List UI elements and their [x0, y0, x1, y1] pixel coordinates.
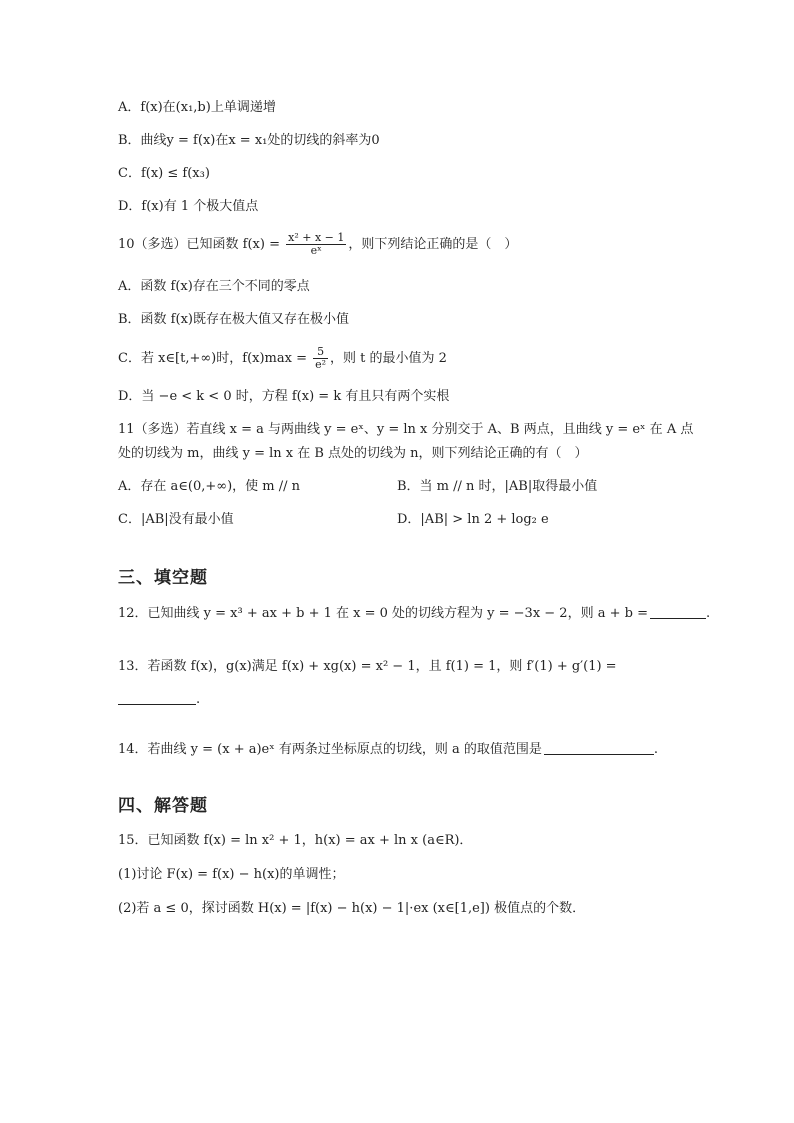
q13-text: 13．若函数 f(x)，g(x)满足 f(x) + xg(x) = x² − 1，且 f(1) = 1，则 f′(1) + g′(1) = — [118, 659, 617, 674]
q10-stem-post: ，则下列结论正确的是（ ） — [348, 237, 518, 252]
section-4-title: 四、解答题 — [118, 796, 208, 816]
q15-part1: (1)讨论 F(x) = f(x) − h(x)的单调性； — [118, 867, 345, 882]
q14-answer-blank — [544, 740, 654, 755]
q10-option-c — [118, 346, 447, 371]
q15-stem: 15．已知函数 f(x) = ln x² + 1，h(x) = ax + ln x (a∈R)． — [118, 833, 473, 848]
q9-option-b: B．曲线y = f(x)在x = x₁处的切线的斜率为0 — [118, 133, 380, 148]
q10-fraction-numerator: x² + x − 1 — [288, 231, 345, 244]
q15-part2: (2)若 a ≤ 0，探讨函数 H(x) = |f(x) − h(x) − 1|·ex (x∈[1,e]) 极值点的个数． — [118, 901, 586, 916]
q10-option-c-numerator: 5 — [313, 346, 328, 359]
q9-option-c: C．f(x) ≤ f(x₃) — [118, 166, 210, 181]
q10-option-d: D．当 −e < k < 0 时，方程 f(x) = k 有且只有两个实根 — [118, 389, 450, 404]
q14-text: 14．若曲线 y = (x + a)eˣ 有两条过坐标原点的切线，则 a 的取值范围是 — [118, 742, 542, 757]
q12 — [118, 604, 710, 623]
section-3-title: 三、填空题 — [118, 568, 208, 588]
q12-end: . — [705, 606, 711, 621]
q11-option-d: D．|AB| > ln 2 + log₂ e — [397, 512, 549, 527]
q11-option-c: C．|AB|没有最小值 — [118, 512, 234, 527]
q10-stem-pre: 10（多选）已知函数 f(x) = — [118, 237, 285, 252]
q10-stem — [118, 232, 517, 257]
q10-option-c-post: ，则 t 的最小值为 2 — [330, 351, 447, 366]
q10-option-a: A．函数 f(x)存在三个不同的零点 — [118, 279, 310, 294]
q11-stem-line2: 处的切线为 m，曲线 y = ln x 在 B 点处的切线为 n，则下列结论正确的有（ ） — [118, 446, 588, 461]
q10-option-c-fraction — [313, 346, 328, 371]
q13-answer-line — [118, 690, 200, 709]
q10-option-c-pre: C．若 x∈[t,+∞)时，f(x)max = — [118, 351, 312, 366]
q13-end: . — [196, 692, 201, 707]
q13-answer-blank — [118, 690, 196, 705]
q11-option-b: B．当 m // n 时，|AB|取得最小值 — [397, 479, 598, 494]
q11-stem-line1: 11（多选）若直线 x = a 与两曲线 y = eˣ、y = ln x 分别交于 A、B 两点，且曲线 y = eˣ 在 A 点 — [118, 422, 694, 437]
q13 — [118, 658, 617, 676]
q10-fraction-denominator: eˣ — [310, 244, 322, 257]
q14 — [118, 740, 658, 759]
q12-answer-blank — [650, 604, 706, 619]
q14-end: . — [653, 742, 659, 757]
q10-option-c-denominator: e² — [315, 358, 327, 371]
q10-option-b: B．函数 f(x)既存在极大值又存在极小值 — [118, 312, 349, 327]
q11-option-a: A．存在 a∈(0,+∞)，使 m // n — [118, 479, 301, 494]
q9-option-a: A．f(x)在(x₁,b)上单调递增 — [118, 100, 276, 115]
q12-text: 12．已知曲线 y = x³ + ax + b + 1 在 x = 0 处的切线方程为 y = −3x − 2，则 a + b = — [118, 606, 648, 621]
q9-option-d: D．f(x)有 1 个极大值点 — [118, 199, 259, 214]
q10-fraction — [286, 232, 346, 257]
